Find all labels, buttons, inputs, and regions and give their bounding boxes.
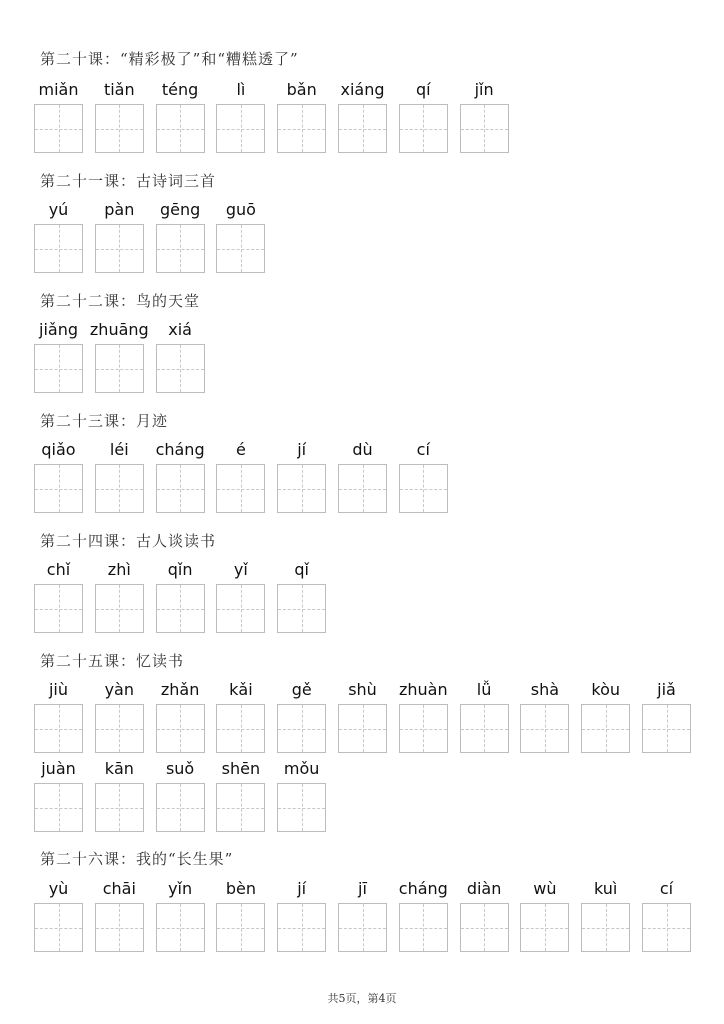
lesson-title: 第二十一课：古诗词三首 (40, 172, 217, 190)
pinyin-label: jiǎ (657, 680, 676, 699)
tianzige-writing-box[interactable] (520, 704, 569, 753)
vertical-guide-line (423, 465, 424, 512)
lesson-title: 第二十二课：鸟的天堂 (40, 292, 201, 310)
lesson-title: 第二十五课：忆读书 (40, 652, 185, 670)
vertical-guide-line (363, 465, 364, 512)
tianzige-writing-box[interactable] (216, 104, 265, 153)
vertical-guide-line (180, 225, 181, 272)
vertical-guide-line (363, 105, 364, 152)
pinyin-label: gēng (159, 200, 201, 219)
tianzige-writing-box[interactable] (277, 464, 326, 513)
pinyin-label: qǐ (294, 560, 309, 579)
vertical-guide-line (59, 784, 60, 831)
tianzige-writing-box[interactable] (399, 104, 448, 153)
vertical-guide-line (180, 345, 181, 392)
pinyin-label: zhuàn (398, 680, 448, 699)
pinyin-label: shù (348, 680, 377, 699)
tianzige-writing-box[interactable] (95, 464, 144, 513)
vertical-guide-line (363, 705, 364, 752)
tianzige-writing-box[interactable] (460, 104, 509, 153)
vertical-guide-line (180, 904, 181, 951)
pinyin-label: kān (104, 759, 134, 778)
pinyin-label: qǐn (167, 560, 193, 579)
pinyin-label: shēn (221, 759, 261, 778)
vertical-guide-line (484, 705, 485, 752)
pinyin-label: shà (530, 680, 560, 699)
vertical-guide-line (180, 705, 181, 752)
lesson-title: 第二十四课：古人谈读书 (40, 532, 217, 550)
tianzige-writing-box[interactable] (277, 104, 326, 153)
tianzige-writing-box[interactable] (95, 704, 144, 753)
vertical-guide-line (119, 784, 120, 831)
pinyin-label: tiǎn (103, 80, 135, 99)
tianzige-writing-box[interactable] (216, 783, 265, 832)
tianzige-writing-box[interactable] (216, 224, 265, 273)
pinyin-label: zhǎn (160, 680, 200, 699)
lesson-title: 第二十三课：月迹 (40, 412, 169, 430)
pinyin-label: zhuāng (89, 320, 149, 339)
vertical-guide-line (302, 904, 303, 951)
pinyin-label: yàn (104, 680, 134, 699)
tianzige-writing-box[interactable] (338, 704, 387, 753)
vertical-guide-line (241, 784, 242, 831)
vertical-guide-line (119, 225, 120, 272)
pinyin-label: cháng (398, 879, 448, 898)
pinyin-label: xiáng (340, 80, 385, 99)
pinyin-label: yǐ (233, 560, 248, 579)
tianzige-writing-box[interactable] (399, 464, 448, 513)
vertical-guide-line (119, 585, 120, 632)
lesson-title: 第二十课：“精彩极了”和“糟糕透了” (40, 50, 299, 68)
tianzige-writing-box[interactable] (642, 704, 691, 753)
pinyin-label: kòu (591, 680, 620, 699)
pinyin-label: yǐn (168, 879, 193, 898)
tianzige-writing-box[interactable] (34, 464, 83, 513)
tianzige-writing-box[interactable] (34, 704, 83, 753)
pinyin-label: yù (48, 879, 69, 898)
vertical-guide-line (241, 585, 242, 632)
vertical-guide-line (59, 105, 60, 152)
vertical-guide-line (302, 465, 303, 512)
pinyin-label: jī (358, 879, 367, 898)
tianzige-writing-box[interactable] (95, 224, 144, 273)
tianzige-writing-box[interactable] (399, 704, 448, 753)
vertical-guide-line (241, 904, 242, 951)
vertical-guide-line (180, 585, 181, 632)
vertical-guide-line (484, 904, 485, 951)
tianzige-writing-box[interactable] (338, 464, 387, 513)
vertical-guide-line (59, 465, 60, 512)
tianzige-writing-box[interactable] (34, 783, 83, 832)
tianzige-writing-box[interactable] (156, 903, 205, 952)
vertical-guide-line (667, 705, 668, 752)
vertical-guide-line (241, 225, 242, 272)
pinyin-label: jí (297, 440, 307, 459)
lesson-title: 第二十六课：我的“长生果” (40, 850, 234, 868)
tianzige-writing-box[interactable] (34, 584, 83, 633)
vertical-guide-line (302, 784, 303, 831)
tianzige-writing-box[interactable] (156, 104, 205, 153)
tianzige-writing-box[interactable] (95, 903, 144, 952)
pinyin-label: jí (297, 879, 307, 898)
vertical-guide-line (119, 105, 120, 152)
tianzige-writing-box[interactable] (156, 464, 205, 513)
tianzige-writing-box[interactable] (95, 104, 144, 153)
pinyin-label: chǐ (46, 560, 71, 579)
vertical-guide-line (363, 904, 364, 951)
vertical-guide-line (423, 105, 424, 152)
tianzige-writing-box[interactable] (277, 704, 326, 753)
tianzige-writing-box[interactable] (216, 464, 265, 513)
tianzige-writing-box[interactable] (642, 903, 691, 952)
vertical-guide-line (119, 345, 120, 392)
tianzige-writing-box[interactable] (156, 783, 205, 832)
tianzige-writing-box[interactable] (34, 344, 83, 393)
tianzige-writing-box[interactable] (95, 344, 144, 393)
tianzige-writing-box[interactable] (156, 704, 205, 753)
vertical-guide-line (423, 705, 424, 752)
vertical-guide-line (606, 904, 607, 951)
pinyin-label: gě (291, 680, 312, 699)
vertical-guide-line (119, 465, 120, 512)
vertical-guide-line (302, 105, 303, 152)
tianzige-writing-box[interactable] (156, 344, 205, 393)
pinyin-label: diàn (466, 879, 502, 898)
vertical-guide-line (119, 705, 120, 752)
pinyin-label: pàn (104, 200, 135, 219)
pinyin-label: kǎi (229, 680, 253, 699)
tianzige-writing-box[interactable] (95, 783, 144, 832)
pinyin-label: guō (225, 200, 256, 219)
vertical-guide-line (484, 105, 485, 152)
pinyin-label: jǐn (474, 80, 494, 99)
vertical-guide-line (59, 705, 60, 752)
tianzige-writing-box[interactable] (399, 903, 448, 952)
tianzige-writing-box[interactable] (34, 104, 83, 153)
tianzige-writing-box[interactable] (338, 903, 387, 952)
tianzige-writing-box[interactable] (216, 704, 265, 753)
pinyin-label: bǎn (286, 80, 317, 99)
vertical-guide-line (180, 105, 181, 152)
tianzige-writing-box[interactable] (156, 224, 205, 273)
tianzige-writing-box[interactable] (581, 903, 630, 952)
tianzige-writing-box[interactable] (34, 224, 83, 273)
pinyin-label: mǒu (283, 759, 320, 778)
pinyin-label: dù (352, 440, 373, 459)
pinyin-label: yú (48, 200, 69, 219)
pinyin-label: cí (659, 879, 674, 898)
tianzige-writing-box[interactable] (277, 903, 326, 952)
tianzige-writing-box[interactable] (581, 704, 630, 753)
vertical-guide-line (302, 585, 303, 632)
vertical-guide-line (59, 585, 60, 632)
pinyin-label: kuì (594, 879, 618, 898)
vertical-guide-line (180, 784, 181, 831)
vertical-guide-line (241, 705, 242, 752)
vertical-guide-line (180, 465, 181, 512)
vertical-guide-line (545, 904, 546, 951)
vertical-guide-line (119, 904, 120, 951)
vertical-guide-line (241, 105, 242, 152)
pinyin-label: jiù (48, 680, 69, 699)
pinyin-label: léi (109, 440, 129, 459)
page-footer: 共5页，第4页 (327, 992, 397, 1005)
tianzige-writing-box[interactable] (277, 584, 326, 633)
pinyin-label: wù (533, 879, 557, 898)
tianzige-writing-box[interactable] (95, 584, 144, 633)
vertical-guide-line (667, 904, 668, 951)
tianzige-writing-box[interactable] (460, 704, 509, 753)
pinyin-label: juàn (41, 759, 76, 778)
pinyin-label: cí (416, 440, 430, 459)
vertical-guide-line (59, 225, 60, 272)
tianzige-writing-box[interactable] (338, 104, 387, 153)
pinyin-label: chāi (102, 879, 136, 898)
pinyin-label: lǚ (476, 680, 492, 699)
vertical-guide-line (59, 345, 60, 392)
pinyin-label: cháng (155, 440, 205, 459)
tianzige-writing-box[interactable] (216, 584, 265, 633)
tianzige-writing-box[interactable] (520, 903, 569, 952)
tianzige-writing-box[interactable] (216, 903, 265, 952)
vertical-guide-line (423, 904, 424, 951)
pinyin-label: zhì (107, 560, 131, 579)
vertical-guide-line (302, 705, 303, 752)
pinyin-label: qí (415, 80, 431, 99)
pinyin-label: bèn (225, 879, 256, 898)
pinyin-label: téng (161, 80, 199, 99)
vertical-guide-line (545, 705, 546, 752)
tianzige-writing-box[interactable] (460, 903, 509, 952)
vertical-guide-line (59, 904, 60, 951)
pinyin-label: xiá (168, 320, 192, 339)
pinyin-label: miǎn (38, 80, 79, 99)
pinyin-label: qiǎo (41, 440, 76, 459)
pinyin-label: lì (236, 80, 246, 99)
pinyin-label: suǒ (165, 759, 195, 778)
tianzige-writing-box[interactable] (277, 783, 326, 832)
tianzige-writing-box[interactable] (156, 584, 205, 633)
vertical-guide-line (241, 465, 242, 512)
vertical-guide-line (606, 705, 607, 752)
pinyin-label: é (235, 440, 246, 459)
pinyin-label: jiǎng (39, 320, 78, 339)
tianzige-writing-box[interactable] (34, 903, 83, 952)
